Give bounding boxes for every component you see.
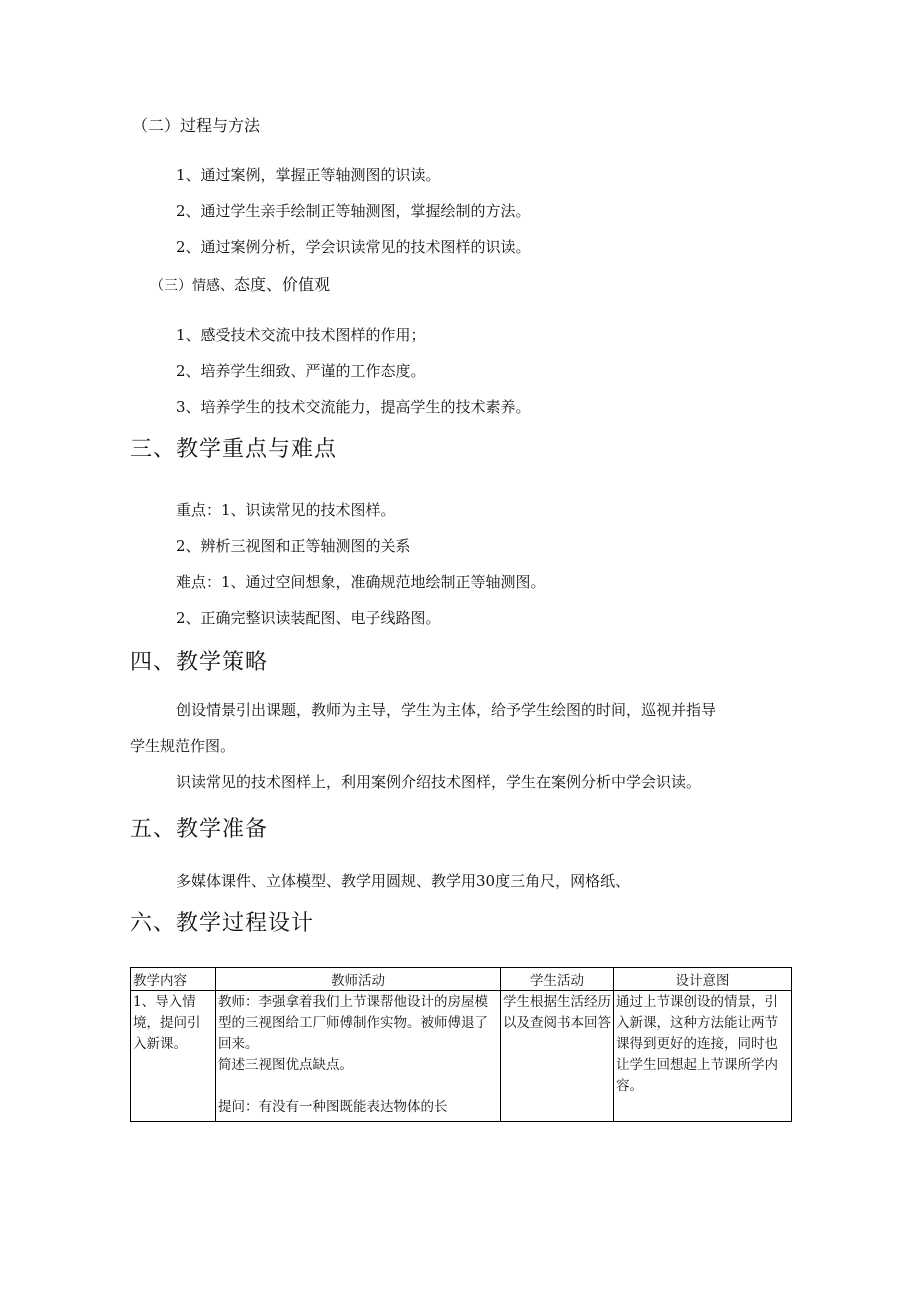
list-item: 1、感受技术交流中技术图样的作用； xyxy=(176,326,426,344)
table-row xyxy=(131,991,792,1122)
subsection-heading-attitude xyxy=(150,272,330,295)
strategy-paragraph: 识读常见的技术图样上，利用案例介绍技术图样，学生在案例分析中学会识读。 xyxy=(176,773,702,791)
key-point-line: 重点：1、识读常见的技术图样。 xyxy=(176,501,396,519)
list-item: 2、培养学生细致、严谨的工作态度。 xyxy=(176,362,426,380)
column-header: 教学内容 xyxy=(131,968,216,991)
blank-line xyxy=(218,1076,498,1097)
cell-design-intent: 通过上节课创设的情景，引入新课，这种方法能让两节课得到更好的连接，同时也让学生回想起上节课所学内容。 xyxy=(614,991,792,1122)
subsection-heading-suffix: 态度、价值观 xyxy=(234,275,331,294)
list-item: 1、通过案例，掌握正等轴测图的识读。 xyxy=(176,166,441,184)
section-title-process-design: 六、教学过程设计 xyxy=(130,911,315,936)
column-header: 教师活动 xyxy=(216,968,501,991)
subsection-heading-process: （二）过程与方法 xyxy=(132,116,261,135)
cell-content: 1、导入情境，提问引入新课。 xyxy=(131,991,216,1122)
subsection-heading-prefix: （三）情感、 xyxy=(150,278,234,294)
section-title-preparation: 五、教学准备 xyxy=(130,817,269,842)
teacher-line: 提问：有没有一种图既能表达物体的长 xyxy=(218,1099,448,1115)
key-point-line: 2、辨析三视图和正等轴测图的关系 xyxy=(176,537,411,555)
strategy-paragraph-line: 学生规范作图。 xyxy=(130,737,236,755)
table-header-row xyxy=(131,968,792,991)
key-point-line: 2、正确完整识读装配图、电子线路图。 xyxy=(176,609,441,627)
teacher-line: 简述三视图优点缺点。 xyxy=(218,1057,353,1073)
list-item: 3、培养学生的技术交流能力，提高学生的技术素养。 xyxy=(176,398,531,416)
cell-student-activity: 学生根据生活经历以及查阅书本回答 xyxy=(501,991,614,1122)
list-item: 2、通过案例分析，学会识读常见的技术图样的识读。 xyxy=(176,238,531,256)
column-header: 设计意图 xyxy=(614,968,792,991)
strategy-paragraph-line: 创设情景引出课题，教师为主导，学生为主体，给予学生绘图的时间，巡视并指导 xyxy=(176,701,717,719)
section-title-key-points: 三、教学重点与难点 xyxy=(130,437,338,462)
section-title-strategy: 四、教学策略 xyxy=(130,650,269,675)
list-item: 2、通过学生亲手绘制正等轴测图，掌握绘制的方法。 xyxy=(176,202,531,220)
key-point-line: 难点：1、通过空间想象，准确规范地绘制正等轴测图。 xyxy=(176,573,546,591)
preparation-text: 多媒体课件、立体模型、教学用圆规、教学用30度三角尺，网格纸、 xyxy=(176,872,631,890)
teaching-process-table xyxy=(130,967,792,1122)
column-header: 学生活动 xyxy=(501,968,614,991)
teacher-line: 教师：李强拿着我们上节课帮他设计的房屋模型的三视图给工厂师傅制作实物。被师傅退了回来。 xyxy=(218,994,488,1052)
cell-teacher-activity xyxy=(216,991,501,1122)
